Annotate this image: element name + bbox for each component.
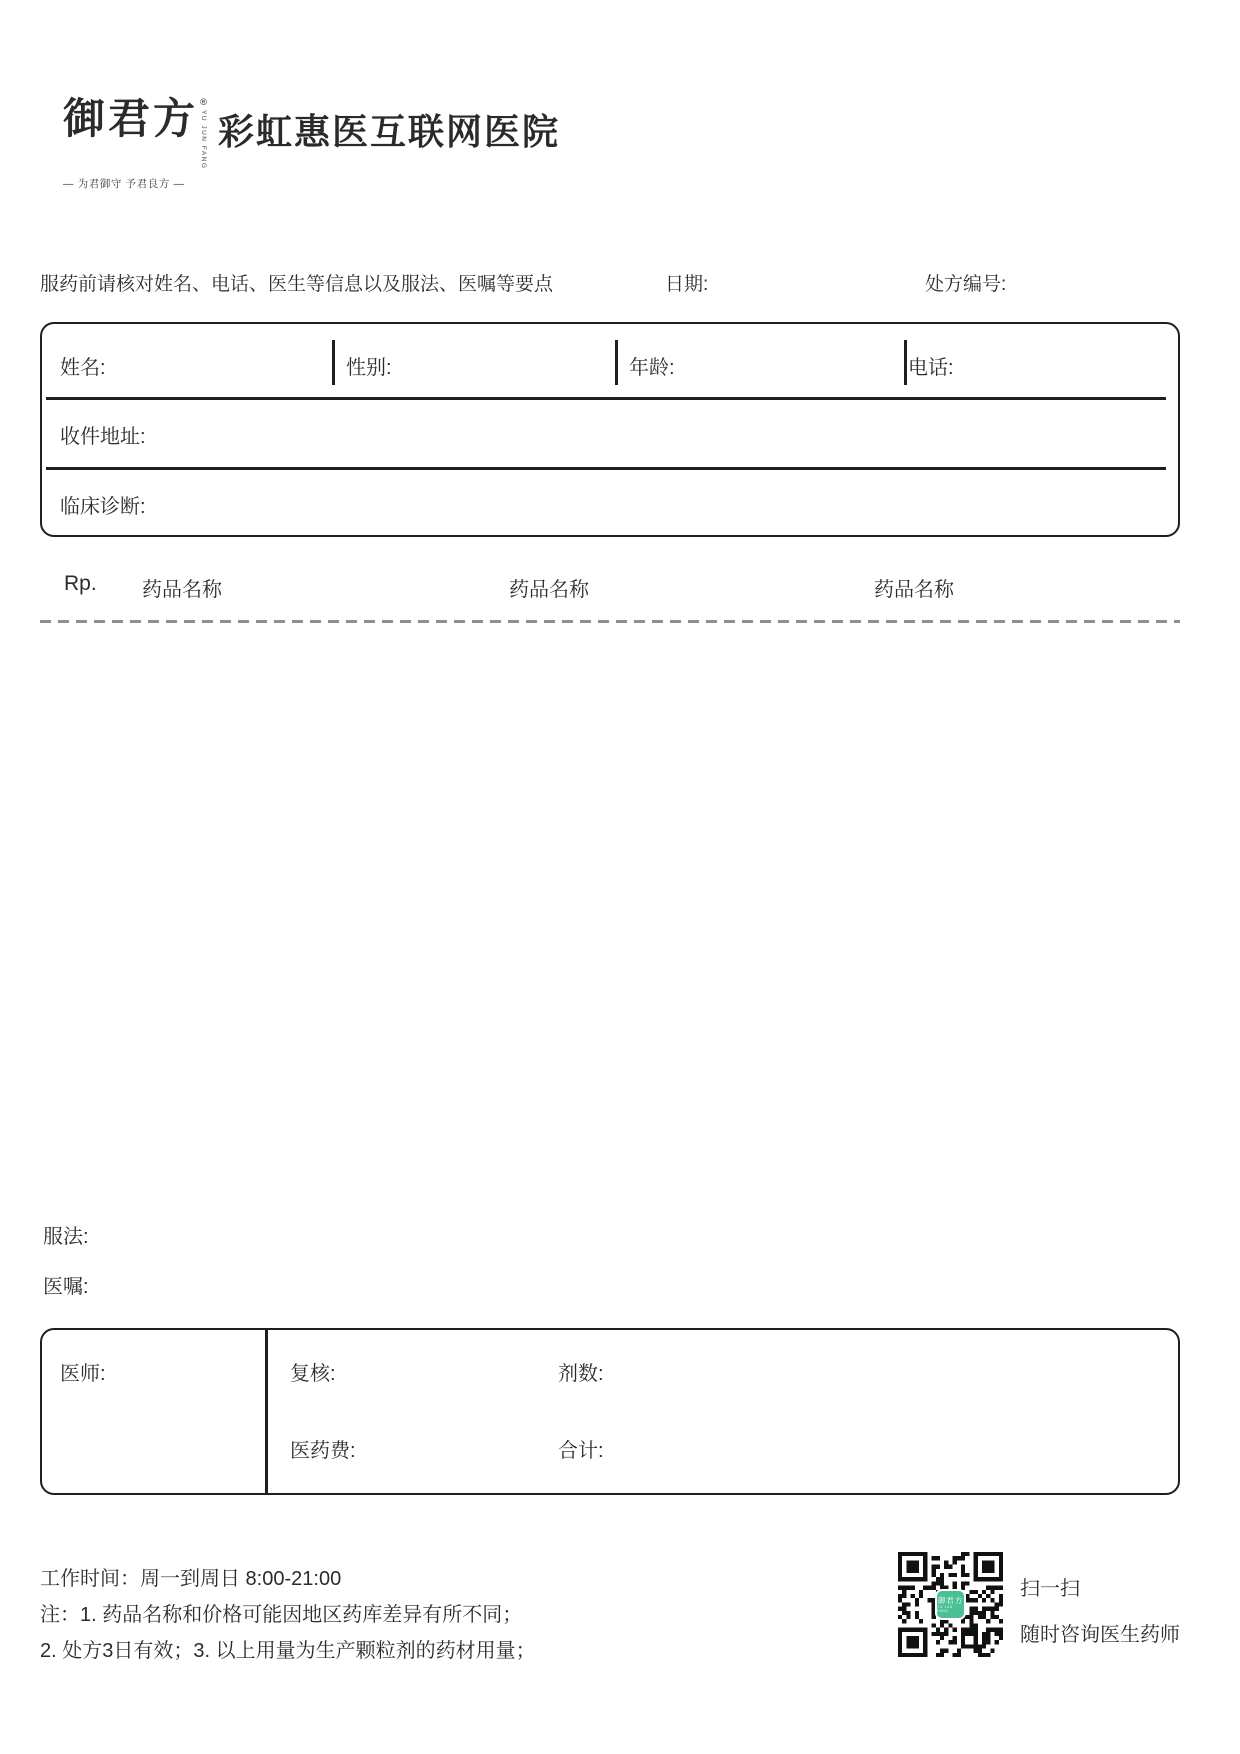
divider-gender xyxy=(332,340,335,385)
logo-tagline: — 为君御守 予君良方 — xyxy=(63,178,185,191)
doctor-label: 医师: xyxy=(60,1363,106,1385)
drug-name-column-2: 药品名称 xyxy=(509,579,589,601)
pre-use-notice: 服药前请核对姓名、电话、医生等信息以及服法、医嘱等要点 xyxy=(40,274,554,295)
divider-age xyxy=(615,340,618,385)
consult-caption: 随时咨询医生药师 xyxy=(1020,1624,1180,1646)
logo-text: 御君方 xyxy=(63,94,199,143)
qr-code xyxy=(898,1552,1003,1657)
drug-name-column-3: 药品名称 xyxy=(874,579,954,601)
hospital-name: 彩虹惠医互联网医院 xyxy=(218,111,561,152)
qr-center-logo xyxy=(935,1589,966,1620)
qr-center-brand-text: 御君方 xyxy=(937,1596,964,1605)
divider-doctor xyxy=(265,1330,268,1493)
patient-age-label: 年龄: xyxy=(629,357,675,379)
review-label: 复核: xyxy=(290,1363,336,1385)
rx-number-label: 处方编号: xyxy=(925,274,1007,295)
yujunfang-logo xyxy=(63,96,207,191)
doses-label: 剂数: xyxy=(558,1363,604,1385)
medicine-fee-label: 医药费: xyxy=(290,1440,356,1462)
usage-label: 服法: xyxy=(43,1226,89,1248)
qr-center-brand-subtext: YU JUN FANG xyxy=(937,1605,953,1613)
drug-name-column-1: 药品名称 xyxy=(142,579,222,601)
patient-name-label: 姓名: xyxy=(60,357,106,379)
work-hours: 工作时间：周一到周日 8:00-21:00 xyxy=(40,1568,342,1590)
date-label: 日期: xyxy=(665,274,709,295)
clinical-diagnosis-label: 临床诊断: xyxy=(60,496,146,518)
note-line-2: 2. 处方3日有效；3. 以上用量为生产颗粒剂的药材用量； xyxy=(40,1640,536,1662)
divider-address-row xyxy=(46,397,1166,400)
divider-diagnosis-row xyxy=(46,467,1166,470)
patient-info-box xyxy=(40,322,1180,537)
signoff-box xyxy=(40,1328,1180,1495)
note-line-1: 注：1. 药品名称和价格可能因地区药库差异有所不同； xyxy=(40,1604,523,1626)
shipping-address-label: 收件地址: xyxy=(60,426,146,448)
registered-trademark-icon: ® xyxy=(200,97,207,107)
patient-phone-label: 电话: xyxy=(908,357,954,379)
doctor-advice-label: 医嘱: xyxy=(43,1276,89,1298)
scan-caption: 扫一扫 xyxy=(1020,1578,1080,1600)
divider-phone xyxy=(904,340,907,385)
total-label: 合计: xyxy=(558,1440,604,1462)
rp-label: Rp. xyxy=(64,572,97,595)
logo-pinyin-vertical: YU JUN FANG xyxy=(200,110,208,170)
rp-dashed-separator xyxy=(40,620,1180,623)
patient-gender-label: 性别: xyxy=(346,357,392,379)
